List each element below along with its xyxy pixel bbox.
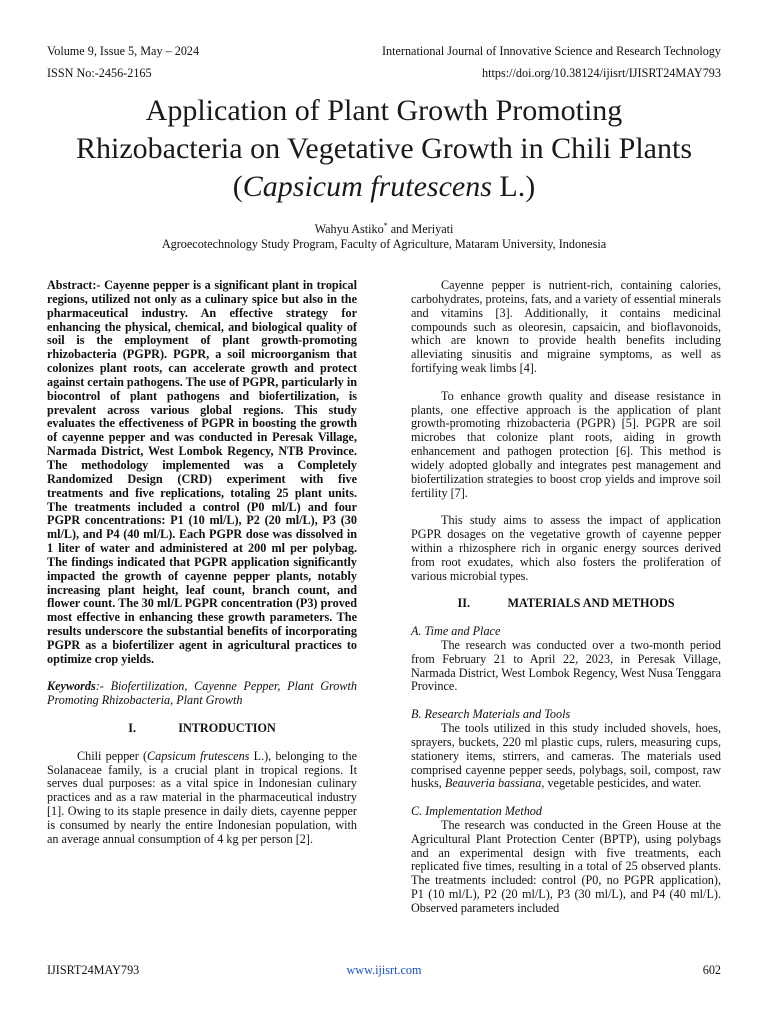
journal-name: International Journal of Innovative Science and Research Technology bbox=[381, 44, 721, 58]
materials-tools-text: The tools utilized in this study included shovels, hoes, sprayers, buckets, 220 ml plastic cups, rulers, measuring cups, stationery items, stirrers, and cameras. The materials used comprised cayenne pepper seeds, polybags, soil, compost, raw husks, Beauveria bassiana, vegetable pesticides, and water. bbox=[411, 721, 721, 791]
doi-link[interactable]: https://doi.org/10.38124/ijisrt/IJISRT24MAY793 bbox=[482, 66, 721, 80]
keywords-label: Keywords bbox=[47, 679, 96, 694]
volume-info: Volume 9, Issue 5, May – 2024 bbox=[47, 44, 200, 58]
title-line-2: Rhizobacteria on Vegetative Growth in Chili Plants bbox=[76, 132, 692, 165]
subsection-implementation: C. Implementation Method bbox=[411, 804, 542, 819]
keywords-text: :- Biofertilization, Cayenne Pepper, Plant Growth Promoting Rhizobacteria, Plant Growth bbox=[47, 679, 357, 708]
paper-title bbox=[20, 92, 748, 206]
left-column bbox=[47, 279, 357, 847]
keywords bbox=[47, 680, 357, 708]
footer-site-link[interactable]: www.ijisrt.com bbox=[346, 963, 422, 977]
implementation-text: The research was conducted in the Green House at the Agricultural Plant Protection Center (BPTP), using polybags and an experimental design with five treatments, each replicated five times, resulting in a total of 25 observed plants. The treatments included: control (P0, no PGPR application), P1 (10 ml/L), P2 (20 ml/L), P3 (30 ml/L), and P4 (40 ml/L). Observed parameters included bbox=[411, 817, 721, 915]
affiliation: Agroecotechnology Study Program, Faculty of Agriculture, Mataram University, Indonesia bbox=[161, 237, 607, 251]
footer-code: IJISRT24MAY793 bbox=[47, 963, 140, 977]
title-line-1: Application of Plant Growth Promoting bbox=[145, 94, 623, 127]
page-number: 602 bbox=[702, 963, 721, 977]
time-place-text: The research was conducted over a two-month period from February 21 to April 22, 2023, in Peresak Village, Narmada District, West Lombok Regency, West Nusa Tenggara Province. bbox=[411, 637, 721, 694]
right-column bbox=[411, 279, 721, 916]
author-2: and Meriyati bbox=[387, 222, 454, 236]
author-1: Wahyu Astiko bbox=[314, 222, 384, 236]
section-heading-methods: II. MATERIALS AND METHODS bbox=[457, 596, 675, 611]
section-heading-introduction: I. INTRODUCTION bbox=[128, 721, 276, 735]
intro-paragraph-3: To enhance growth quality and disease resistance in plants, one effective approach is the application of plant growth-promoting rhizobacteria (PGPR) [5]. PGPR are soil microbes that colonize plant roots, aiding in growth enhancement and pathogen protection [6]. This method is widely adopted globally and integrates pest management and biofertilization strategies to boost crop yields and improve soil fertility [7]. bbox=[411, 388, 721, 500]
issn: ISSN No:-2456-2165 bbox=[47, 66, 152, 80]
subsection-materials-tools: B. Research Materials and Tools bbox=[411, 707, 571, 722]
abstract: Abstract:- Cayenne pepper is a significant plant in tropical regions, utilized not only as a culinary spice but also in the pharmaceutical industry. An effective strategy for enhancing the physical, chemical, and biological quality of soil is the employment of plant growth-promoting rhizobacteria (PGPR). PGPR, a soil microorganism that colonizes plant roots, can accelerate growth and protect against certain pathogens. The use of PGPR, particularly in biocontrol of plant pathogens and biofertilization, is prevalent across various global regions. This study evaluates the effectiveness of PGPR in boosting the growth of cayenne pepper and was conducted in Peresak Village, Narmada District, West Lombok Regency, NTB Province. The methodology implemented was a Completely Randomized Design (CRD) experiment with five treatments and five replications, totaling 25 plant units. The treatments included a control (P0 ml/L) and four PGPR concentrations: P1 (10 ml/L), P2 (20 ml/L), P3 (30 ml/L), and P4 (40 ml/L). Each PGPR dose was dissolved in 1 liter of water and administered at 200 ml per polybag. The findings indicated that PGPR application significantly impacted the growth of cayenne pepper plants, notably increasing plant height, leaf count, branch count, and flower count. The 30 ml/L PGPR concentration (P3) proved most effective in enhancing these growth parameters. The results underscore the substantial benefits of incorporating PGPR as a biofertilizer agent in agricultural practices to optimize crop yields. bbox=[47, 278, 357, 666]
corresponding-mark: * bbox=[383, 220, 388, 230]
subsection-time-place: A. Time and Place bbox=[411, 624, 501, 639]
intro-paragraph-1: Chili pepper (Capsicum frutescens L.), belonging to the Solanaceae family, is a crucial plant in tropical regions. It serves dual purposes: as a vital spice in Indonesian culinary practices and as a raw material in the pharmaceutical industry [1]. Owing to its staple presence in daily diets, cayenne pepper is consumed by nearly the entire Indonesian population, with an average annual consumption of 4 kg per person [2]. bbox=[47, 748, 357, 846]
author-line bbox=[0, 222, 768, 236]
intro-paragraph-4: This study aims to assess the impact of application PGPR dosages on the vegetative growth of cayenne pepper within a rhizosphere rich in organic energy sources derived from root exudates, which also fosters the proliferation of various microbial types. bbox=[411, 513, 721, 583]
intro-paragraph-2: Cayenne pepper is nutrient-rich, containing calories, carbohydrates, proteins, fats, and a variety of essential minerals and vitamins [3]. Additionally, it contains medicinal compounds such as oleoresin, capsaicin, and bioflavonoids, which are known to provide health benefits including alleviating sinusitis and migraine symptoms, as well as fortifying weak limbs [4]. bbox=[411, 278, 721, 376]
title-line-3: (Capsicum frutescens L.) bbox=[232, 170, 536, 203]
species-name: Capsicum frutescens bbox=[242, 170, 492, 203]
